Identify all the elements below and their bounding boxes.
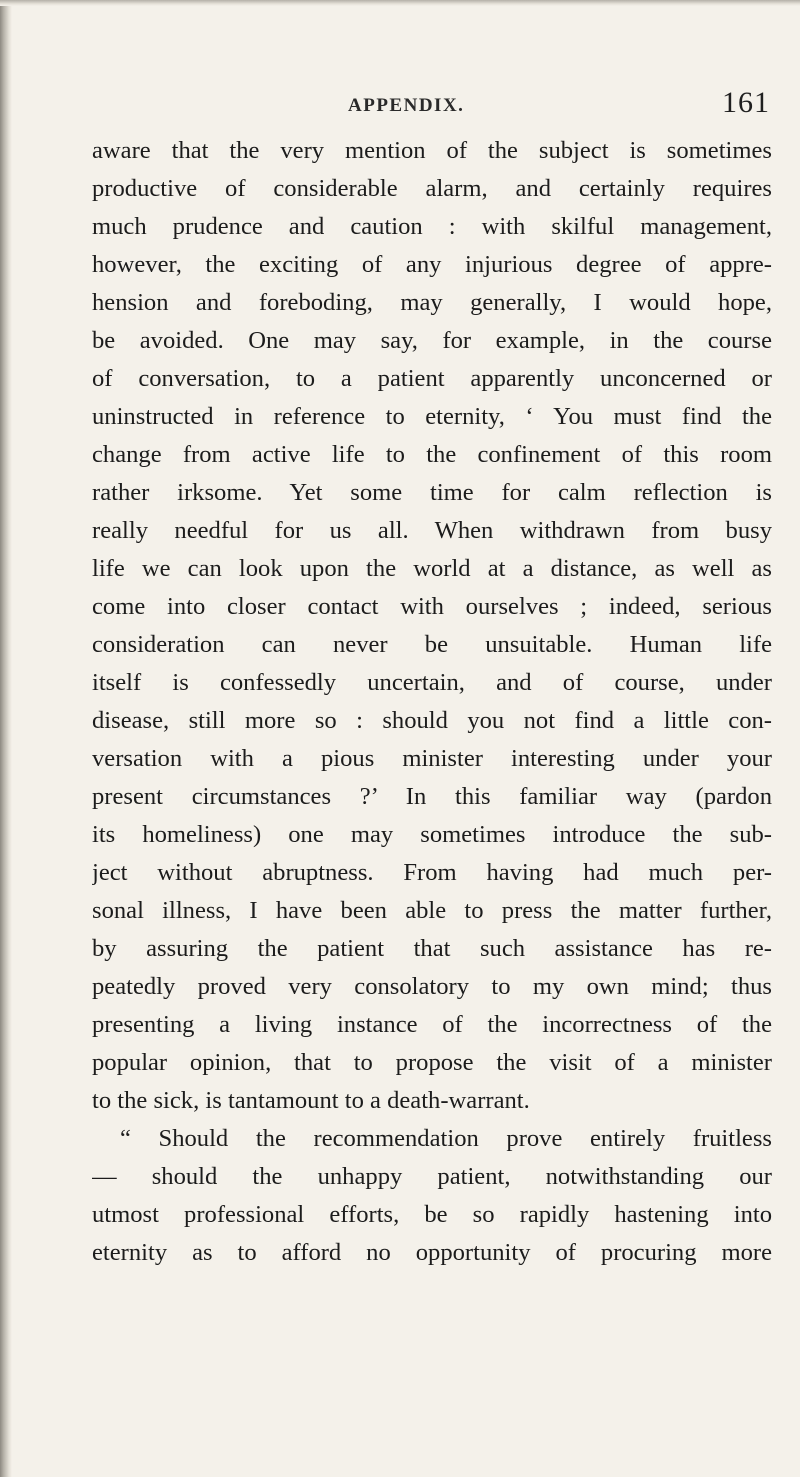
text-line: really needful for us all. When withdrawn from busy: [92, 517, 772, 544]
text-line: its homeliness) one may sometimes introduce the sub-: [92, 821, 772, 848]
text-line: be avoided. One may say, for example, in the course: [92, 327, 772, 354]
text-line: peatedly proved very consolatory to my own mind; thus: [92, 973, 772, 1000]
text-line: uninstructed in reference to eternity, ‘ You must find the: [92, 403, 772, 430]
running-head: APPENDIX.: [348, 95, 465, 116]
text-line: “ Should the recommendation prove entirely fruitless: [120, 1125, 772, 1152]
text-line: ject without abruptness. From having had much per-: [92, 859, 772, 886]
text-line: consideration can never be unsuitable. Human life: [92, 631, 772, 658]
text-line: productive of considerable alarm, and certainly requires: [92, 175, 772, 202]
text-line: by assuring the patient that such assistance has re-: [92, 935, 772, 962]
text-line: popular opinion, that to propose the visit of a minister: [92, 1049, 772, 1076]
page-header: [0, 0, 800, 140]
text-line: utmost professional efforts, be so rapidly hastening into: [92, 1201, 772, 1228]
text-line: however, the exciting of any injurious degree of appre-: [92, 251, 772, 278]
text-line: rather irksome. Yet some time for calm reflection is: [92, 479, 772, 506]
page-number: 161: [722, 86, 770, 119]
text-line: — should the unhappy patient, notwithstanding our: [92, 1163, 772, 1190]
text-line: change from active life to the confinement of this room: [92, 441, 772, 468]
text-line: disease, still more so : should you not find a little con-: [92, 707, 772, 734]
text-line: aware that the very mention of the subject is sometimes: [92, 137, 772, 164]
page-binding-edge: [0, 0, 12, 1477]
text-line: life we can look upon the world at a distance, as well as: [92, 555, 772, 582]
text-line: come into closer contact with ourselves ; indeed, serious: [92, 593, 772, 620]
text-line: sonal illness, I have been able to press the matter further,: [92, 897, 772, 924]
text-line: much prudence and caution : with skilful management,: [92, 213, 772, 240]
body-text: [92, 132, 772, 1272]
text-line: hension and foreboding, may generally, I would hope,: [92, 289, 772, 316]
text-line: versation with a pious minister interesting under your: [92, 745, 772, 772]
text-line: presenting a living instance of the incorrectness of the: [92, 1011, 772, 1038]
text-line: itself is confessedly uncertain, and of course, under: [92, 669, 772, 696]
text-line: eternity as to afford no opportunity of procuring more: [92, 1239, 772, 1266]
text-line: present circumstances ?’ In this familiar way (pardon: [92, 783, 772, 810]
text-line: of conversation, to a patient apparently unconcerned or: [92, 365, 772, 392]
text-line: to the sick, is tantamount to a death-warrant.: [92, 1087, 530, 1114]
